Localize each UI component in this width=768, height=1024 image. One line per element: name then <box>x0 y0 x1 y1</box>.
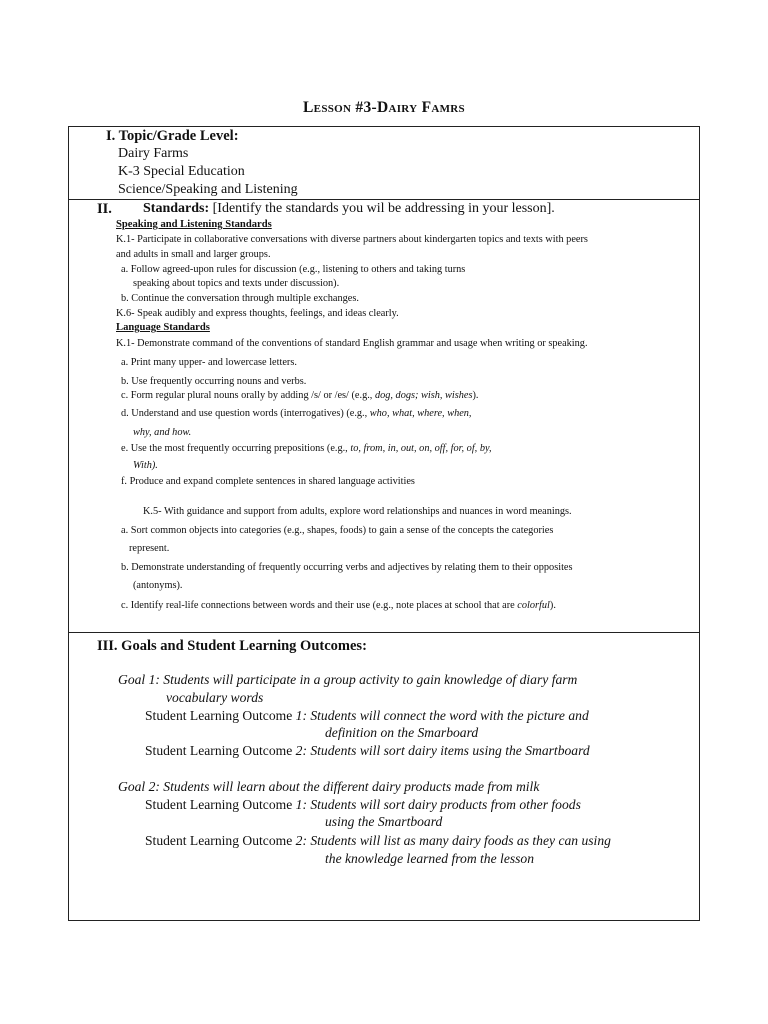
goal-2-outcome-2-cont: the knowledge learned from the lesson <box>325 851 535 866</box>
goal-2-outcome-1 <box>145 797 581 813</box>
standard-k1a-line2: speaking about topics and texts under discussion). <box>133 278 340 289</box>
goals-heading: III. Goals and Student Learning Outcomes: <box>97 638 367 654</box>
language-k1c-end: ). <box>472 390 479 401</box>
language-k5: K.5- With guidance and support from adults, explore word relationships and nuances in word meanings. <box>143 506 572 517</box>
goal-2-outcome-2-label: Student Learning Outcome <box>145 833 296 848</box>
subject-line: Science/Speaking and Listening <box>118 182 298 197</box>
language-k5c-example: colorful <box>517 600 550 611</box>
language-k1d <box>121 408 472 419</box>
topic-line: Dairy Farms <box>118 146 189 161</box>
language-k5b-line1: b. Demonstrate understanding of frequently occurring verbs and adjectives by relating them to their opposites <box>121 562 573 573</box>
goal-2-outcome-1-label: Student Learning Outcome <box>145 797 296 812</box>
grade-line: K-3 Special Education <box>118 164 245 179</box>
language-k1c <box>121 390 479 401</box>
goal-2-outcome-2-text: 2: Students will list as many dairy foods as they can using <box>295 833 611 848</box>
language-k1e <box>121 443 492 454</box>
language-k5c-text: c. Identify real-life connections between words and their use (e.g., note places at school that are <box>121 600 518 611</box>
language-k1d-line2: why, and how. <box>133 427 192 438</box>
goal-2-outcome-2 <box>145 833 611 849</box>
goal-1-outcome-2-label: Student Learning Outcome <box>145 743 296 758</box>
goal-1-line1: Goal 1: Students will participate in a group activity to gain knowledge of diary farm <box>118 672 578 687</box>
language-k1c-text: c. Form regular plural nouns orally by adding /s/ or /es/ (e.g., <box>121 390 375 401</box>
topic-heading: I. Topic/Grade Level: <box>106 128 239 144</box>
standard-k6: K.6- Speak audibly and express thoughts, feelings, and ideas clearly. <box>116 308 399 319</box>
standards-numeral: II. <box>97 201 112 217</box>
language-k5c-end: ). <box>549 600 556 611</box>
speaking-listening-heading: Speaking and Listening Standards <box>116 219 272 230</box>
language-k5a-line1: a. Sort common objects into categories (e.g., shapes, foods) to gain a sense of the concepts the categories <box>121 525 554 536</box>
standards-heading: Standards: <box>143 201 210 216</box>
page-title: Lesson #3-Dairy Famrs <box>303 99 465 116</box>
language-k1e-examples: to, from, in, out, on, off, for, of, by, <box>350 443 492 454</box>
goal-2-outcome-1-cont: using the Smartboard <box>325 814 443 829</box>
language-k1b: b. Use frequently occurring nouns and verbs. <box>121 376 307 387</box>
language-k1a: a. Print many upper- and lowercase letters. <box>121 357 297 368</box>
language-k5a-line2: represent. <box>129 543 170 554</box>
standard-k1a-line1: a. Follow agreed-upon rules for discussion (e.g., listening to others and taking turns <box>121 264 466 275</box>
goal-1-line2: vocabulary words <box>166 690 264 705</box>
language-k1e-line2: With). <box>133 460 158 471</box>
goal-1-outcome-1-cont: definition on the Smarboard <box>325 725 479 740</box>
language-k5c <box>121 600 556 611</box>
language-k1: K.1- Demonstrate command of the conventions of standard English grammar and usage when writing or speaking. <box>116 338 588 349</box>
language-k1c-examples: dog, dogs; wish, wishes <box>374 390 473 401</box>
goal-1-outcome-1 <box>145 708 589 724</box>
standards-heading-row <box>143 201 555 217</box>
standard-k1-line2: and adults in small and larger groups. <box>116 249 271 260</box>
language-k1d-examples: who, what, where, when, <box>369 408 472 419</box>
language-k1f: f. Produce and expand complete sentences in shared language activities <box>121 476 415 487</box>
language-k1e-text: e. Use the most frequently occurring prepositions (e.g., <box>121 443 351 454</box>
language-k5b-line2: (antonyms). <box>133 580 183 591</box>
standards-instruction: [Identify the standards you wil be addressing in your lesson]. <box>212 201 555 216</box>
standard-k1-line1: K.1- Participate in collaborative conversations with diverse partners about kindergarten topics and texts with peers <box>116 234 588 245</box>
goal-1-outcome-1-text: 1: Students will connect the word with the picture and <box>295 708 589 723</box>
goal-1-outcome-1-label: Student Learning Outcome <box>145 708 296 723</box>
standard-k1b: b. Continue the conversation through multiple exchanges. <box>121 293 359 304</box>
goal-1-outcome-2 <box>145 743 590 759</box>
goal-1-outcome-2-text: 2: Students will sort dairy items using the Smartboard <box>295 743 590 758</box>
language-standards-heading: Language Standards <box>116 322 210 333</box>
goal-2: Goal 2: Students will learn about the different dairy products made from milk <box>118 779 540 794</box>
language-k1d-text: d. Understand and use question words (interrogatives) (e.g., <box>121 408 370 419</box>
goal-2-outcome-1-text: 1: Students will sort dairy products from other foods <box>295 797 581 812</box>
